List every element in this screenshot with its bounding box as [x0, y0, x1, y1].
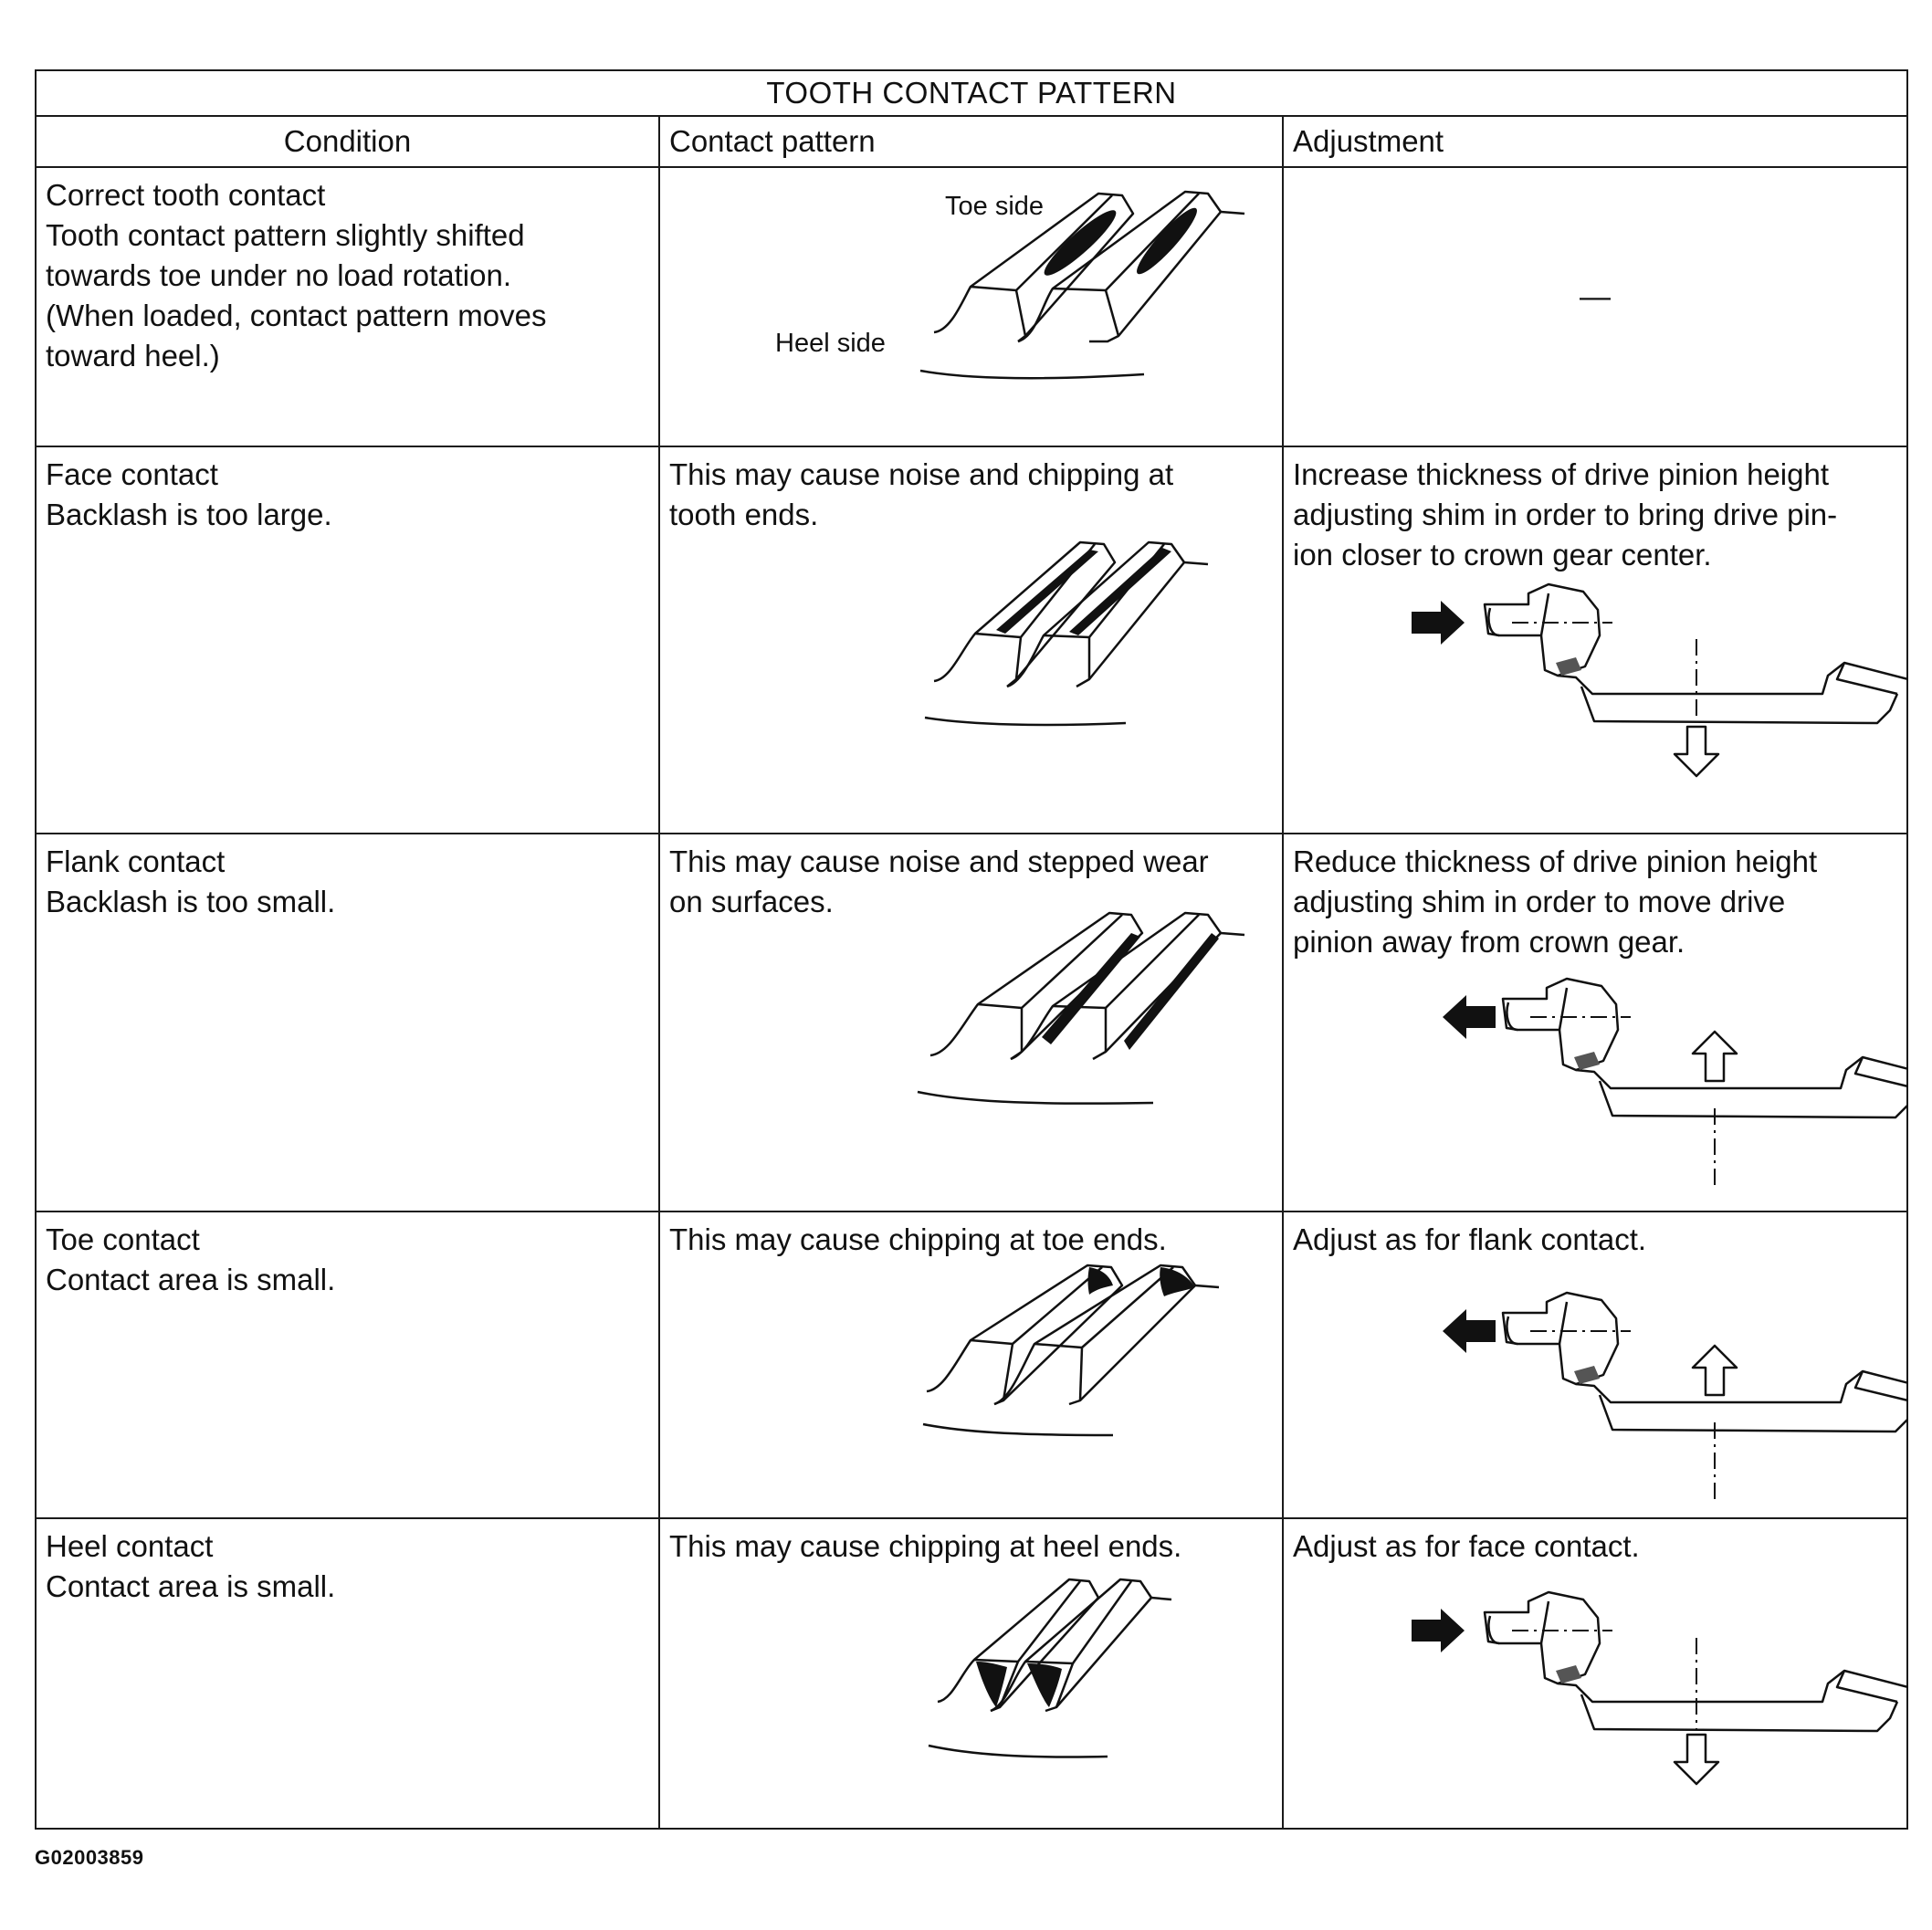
table-row [36, 167, 1907, 446]
condition-cell [36, 446, 659, 834]
table-row [36, 834, 1907, 1211]
adjustment-cell [1283, 834, 1907, 1211]
correct-contact-gear-diagram [660, 168, 1284, 447]
condition-cell [36, 1518, 659, 1829]
move-toward-arrow-icon [1412, 601, 1465, 645]
pattern-text: This may cause noise and chipping at tooth ends. [669, 457, 1174, 531]
tooth-contact-table [35, 69, 1908, 1830]
condition-text: Heel contact Contact area is small. [46, 1529, 336, 1603]
figure-id-label: G02003859 [35, 1846, 144, 1869]
condition-cell [36, 834, 659, 1211]
table-title: TOOTH CONTACT PATTERN [36, 70, 1907, 116]
condition-cell [36, 1211, 659, 1518]
condition-text: Flank contact Backlash is too small. [46, 844, 336, 918]
crown-gear-down-arrow-icon [1675, 727, 1718, 776]
adjustment-cell [1283, 167, 1907, 446]
adjustment-cell [1283, 1518, 1907, 1829]
contact-pattern-cell [659, 446, 1283, 834]
adjustment-cell [1283, 1211, 1907, 1518]
adjustment-text: Adjust as for flank contact. [1293, 1222, 1647, 1256]
header-contact-pattern: Contact pattern [659, 116, 1283, 167]
condition-text: Correct tooth contact Tooth contact pattern slightly shifted towards toe under no load rotation. (When loaded, contact pattern moves toward heel.) [46, 178, 547, 372]
contact-pattern-cell [659, 1518, 1283, 1829]
pattern-text: This may cause chipping at toe ends. [669, 1222, 1167, 1256]
tooth-contact-table-container [35, 69, 1906, 1828]
table-row [36, 1211, 1907, 1518]
table-row [36, 1518, 1907, 1829]
contact-pattern-cell [659, 1211, 1283, 1518]
adjustment-text: Increase thickness of drive pinion height adjusting shim in order to bring drive pin- ion closer to crown gear center. [1293, 457, 1838, 572]
condition-text: Face contact Backlash is too large. [46, 457, 332, 531]
crown-gear-up-arrow-icon [1693, 1346, 1737, 1395]
table-row [36, 446, 1907, 834]
move-toward-arrow-icon [1412, 1609, 1465, 1652]
adjustment-text: Adjust as for face contact. [1293, 1529, 1640, 1563]
header-condition: Condition [36, 116, 659, 167]
heel-side-label: Heel side [775, 329, 886, 358]
header-adjustment: Adjustment [1283, 116, 1907, 167]
pattern-text: This may cause noise and stepped wear on surfaces. [669, 844, 1209, 918]
move-away-arrow-icon [1443, 995, 1496, 1039]
condition-cell [36, 167, 659, 446]
contact-pattern-cell [659, 834, 1283, 1211]
adjustment-text: Reduce thickness of drive pinion height adjusting shim in order to move drive pinion away from crown gear. [1293, 844, 1818, 959]
no-adjustment-dash: — [1580, 279, 1611, 314]
contact-pattern-cell [659, 167, 1283, 446]
pattern-text: This may cause chipping at heel ends. [669, 1529, 1182, 1563]
adjustment-cell [1283, 446, 1907, 834]
crown-gear-up-arrow-icon [1693, 1032, 1737, 1081]
condition-text: Toe contact Contact area is small. [46, 1222, 336, 1296]
crown-gear-down-arrow-icon [1675, 1735, 1718, 1784]
move-away-arrow-icon [1443, 1309, 1496, 1353]
toe-side-label: Toe side [945, 192, 1045, 221]
